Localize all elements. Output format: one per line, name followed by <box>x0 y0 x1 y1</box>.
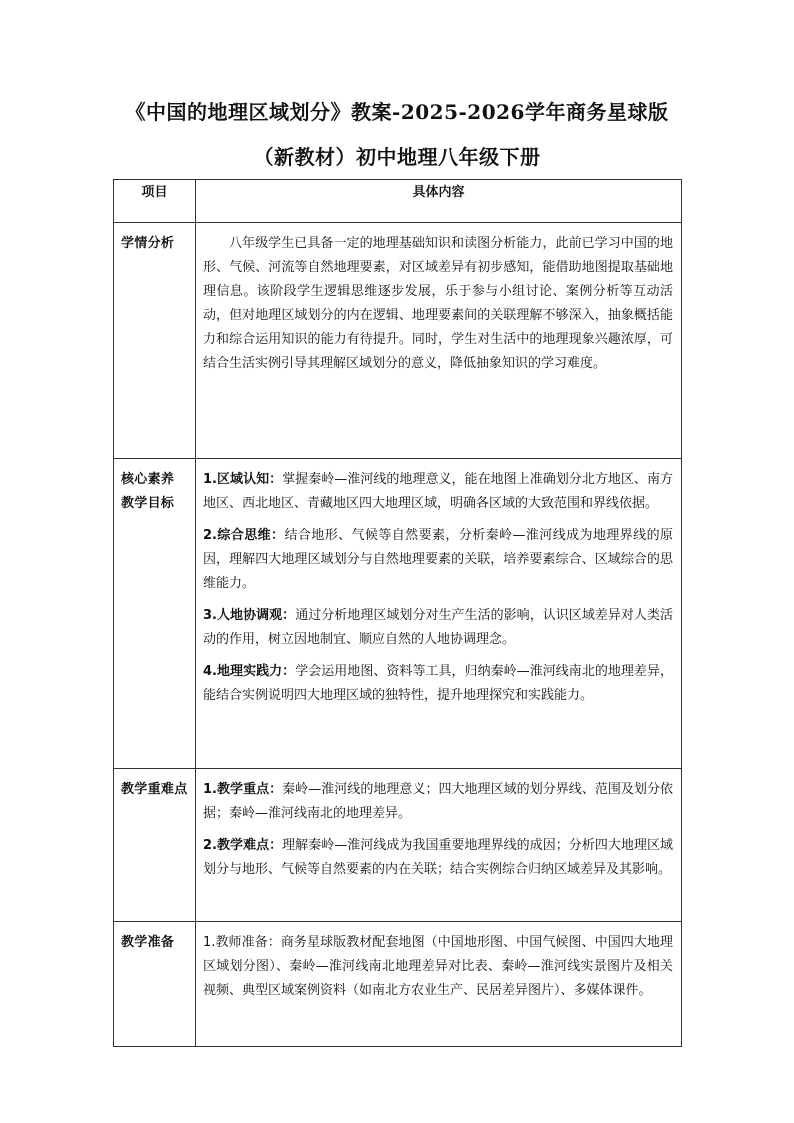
analysis-paragraph: 八年级学生已具备一定的地理基础知识和读图分析能力，此前已学习中国的地形、气候、河流等自然地理要素，对区域差异有初步感知，能借助地图提取基础地理信息。该阶段学生逻辑思维逐步发展，乐于参与小组讨论、案例分析等互动活动，但对地理区域划分的内在逻辑、地理要素间的关联理解不够深入，抽象概括能力和综合运用知识的能力有待提升。同时，学生对生活中的地理现象兴趣浓厚，可结合生活实例引导其理解区域划分的意义，降低抽象知识的学习难度。 <box>203 236 673 371</box>
goal-text: 结合地形、气候等自然要素，分析秦岭—淮河线成为地理界线的原因，理解四大地理区域划分与自然地理要素的关联，培养要素综合、区域综合的思维能力。 <box>203 528 673 591</box>
table-row-goals <box>114 459 682 769</box>
row-label-key-points: 教学重难点 <box>114 769 196 922</box>
key-point-text: 理解秦岭—淮河线成为我国重要地理界线的成因；分析四大地理区域划分与地形、气候等自然要素的内在关联；结合实例综合归纳区域差异及其影响。 <box>203 838 673 877</box>
key-point-item <box>203 778 673 826</box>
goal-item <box>203 660 673 708</box>
key-point-text: 秦岭—淮河线的地理意义；四大地理区域的划分界线、范围及划分依据；秦岭—淮河线南北的地理差异。 <box>203 782 673 821</box>
table-row-key-points <box>114 769 682 922</box>
row-content-analysis <box>196 223 682 459</box>
document-subtitle: （新教材）初中地理八年级下册 <box>253 145 541 169</box>
goal-heading: 3.人地协调观： <box>203 608 296 623</box>
preparation-text: 1.教师准备：商务星球版教材配套地图（中国地形图、中国气候图、中国四大地理区域划分图）、秦岭—淮河线南北地理差异对比表、秦岭—淮河线实景图片及相关视频、典型区域案例资料（如南北方农业生产、民居差异图片）、多媒体课件。 <box>203 935 673 998</box>
row-content-goals <box>196 459 682 769</box>
goal-text: 学会运用地图、资料等工具，归纳秦岭—淮河线南北的地理差异，能结合实例说明四大地理区域的独特性，提升地理探究和实践能力。 <box>203 664 673 703</box>
row-label-preparation: 教学准备 <box>114 922 196 1047</box>
header-item: 项目 <box>114 180 196 223</box>
document-title: 《中国的地理区域划分》教案-2025-2026学年商务星球版 <box>125 100 669 124</box>
table-row-preparation <box>114 922 682 1047</box>
goals-label-line2: 教学目标 <box>121 496 175 511</box>
lesson-plan-table <box>113 179 682 1047</box>
goal-item <box>203 524 673 596</box>
goals-label-line1: 核心素养 <box>121 472 175 487</box>
goal-heading: 2.综合思维： <box>203 528 285 543</box>
goal-heading: 4.地理实践力： <box>203 664 296 679</box>
row-content-key-points <box>196 769 682 922</box>
row-label-analysis: 学情分析 <box>114 223 196 459</box>
key-point-heading: 1.教学重点： <box>203 782 283 797</box>
row-label-goals <box>114 459 196 769</box>
key-point-heading: 2.教学难点： <box>203 838 283 853</box>
header-content: 具体内容 <box>196 180 682 223</box>
goal-item <box>203 604 673 652</box>
goal-text: 掌握秦岭—淮河线的地理意义，能在地图上准确划分北方地区、南方地区、西北地区、青藏地区四大地理区域，明确各区域的大致范围和界线依据。 <box>203 472 673 511</box>
row-content-preparation <box>196 922 682 1047</box>
goal-text: 通过分析地理区域划分对生产生活的影响，认识区域差异对人类活动的作用，树立因地制宜、顺应自然的人地协调理念。 <box>203 608 673 647</box>
key-point-item <box>203 834 673 882</box>
table-header-row <box>114 180 682 223</box>
table-row-analysis <box>114 223 682 459</box>
goal-item <box>203 468 673 516</box>
goal-heading: 1.区域认知： <box>203 472 283 487</box>
